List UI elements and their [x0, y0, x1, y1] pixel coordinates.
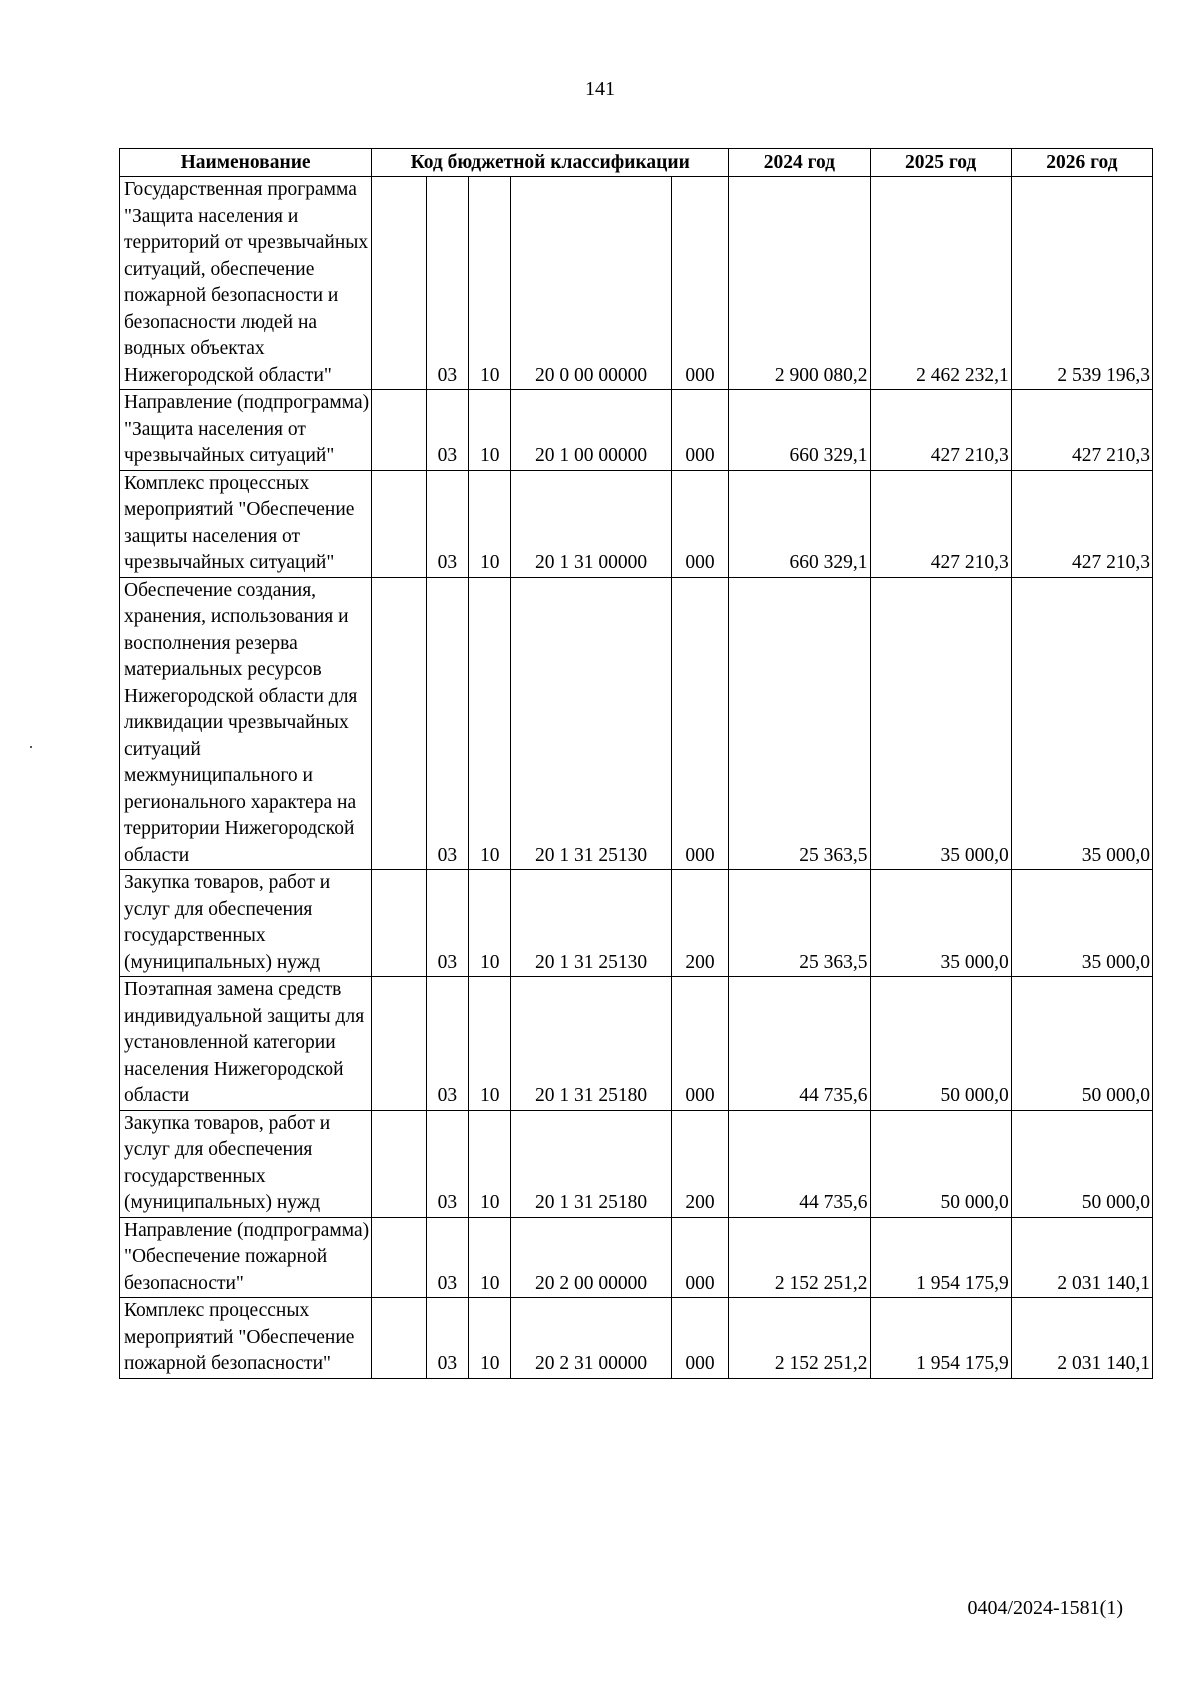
row-target-code: 20 1 31 25130	[511, 577, 671, 870]
row-expense-type: 000	[671, 577, 729, 870]
table-row	[120, 977, 1153, 1111]
row-name: Направление (подпрограмма) "Обеспечение пожарной безопасности"	[120, 1217, 372, 1298]
row-subsection: 10	[469, 1217, 511, 1298]
row-2025: 50 000,0	[870, 977, 1011, 1111]
row-name: Комплекс процессных мероприятий "Обеспечение защиты населения от чрезвычайных ситуаций"	[120, 470, 372, 577]
row-expense-type: 000	[671, 177, 729, 390]
page-number: 141	[585, 78, 615, 100]
row-2026: 427 210,3	[1011, 390, 1152, 471]
header-code: Код бюджетной классификации	[372, 149, 729, 177]
row-target-code: 20 1 31 25130	[511, 870, 671, 977]
row-subsection: 10	[469, 390, 511, 471]
row-2024: 44 735,6	[729, 977, 870, 1111]
row-2026: 50 000,0	[1011, 1110, 1152, 1217]
scan-speck	[30, 746, 32, 748]
row-2026: 35 000,0	[1011, 870, 1152, 977]
row-expense-type: 200	[671, 1110, 729, 1217]
table-row	[120, 1110, 1153, 1217]
header-name: Наименование	[120, 149, 372, 177]
row-target-code: 20 2 00 00000	[511, 1217, 671, 1298]
header-2026: 2026 год	[1011, 149, 1152, 177]
row-2024: 660 329,1	[729, 470, 870, 577]
row-empty-cell	[372, 870, 426, 977]
row-empty-cell	[372, 1298, 426, 1379]
row-subsection: 10	[469, 1298, 511, 1379]
row-subsection: 10	[469, 177, 511, 390]
row-2024: 25 363,5	[729, 870, 870, 977]
row-expense-type: 200	[671, 870, 729, 977]
row-2024: 44 735,6	[729, 1110, 870, 1217]
row-empty-cell	[372, 390, 426, 471]
row-expense-type: 000	[671, 977, 729, 1111]
row-empty-cell	[372, 1110, 426, 1217]
row-2025: 427 210,3	[870, 390, 1011, 471]
row-2025: 1 954 175,9	[870, 1217, 1011, 1298]
row-name: Государственная программа "Защита населения и территорий от чрезвычайных ситуаций, обеспечение пожарной безопасности и безопасности людей на водных объектах Нижегородской области"	[120, 177, 372, 390]
table-row	[120, 470, 1153, 577]
row-name: Закупка товаров, работ и услуг для обеспечения государственных (муниципальных) нужд	[120, 870, 372, 977]
table-row	[120, 870, 1153, 977]
row-name: Поэтапная замена средств индивидуальной защиты для установленной категории населения Нижегородской области	[120, 977, 372, 1111]
row-section: 03	[426, 1298, 468, 1379]
row-section: 03	[426, 470, 468, 577]
row-subsection: 10	[469, 1110, 511, 1217]
header-2025: 2025 год	[870, 149, 1011, 177]
row-section: 03	[426, 577, 468, 870]
document-id: 0404/2024-1581(1)	[967, 1597, 1123, 1619]
row-target-code: 20 1 31 00000	[511, 470, 671, 577]
row-name: Комплекс процессных мероприятий "Обеспечение пожарной безопасности"	[120, 1298, 372, 1379]
row-2025: 35 000,0	[870, 870, 1011, 977]
row-2026: 35 000,0	[1011, 577, 1152, 870]
row-expense-type: 000	[671, 390, 729, 471]
row-empty-cell	[372, 577, 426, 870]
budget-table	[119, 148, 1153, 1379]
row-empty-cell	[372, 1217, 426, 1298]
table-row	[120, 1298, 1153, 1379]
table-row	[120, 177, 1153, 390]
row-target-code: 20 2 31 00000	[511, 1298, 671, 1379]
row-section: 03	[426, 1217, 468, 1298]
row-target-code: 20 0 00 00000	[511, 177, 671, 390]
row-empty-cell	[372, 977, 426, 1111]
row-expense-type: 000	[671, 470, 729, 577]
row-2026: 50 000,0	[1011, 977, 1152, 1111]
row-name: Закупка товаров, работ и услуг для обеспечения государственных (муниципальных) нужд	[120, 1110, 372, 1217]
row-section: 03	[426, 977, 468, 1111]
table-row	[120, 390, 1153, 471]
row-subsection: 10	[469, 977, 511, 1111]
row-2024: 660 329,1	[729, 390, 870, 471]
row-name: Направление (подпрограмма) "Защита населения от чрезвычайных ситуаций"	[120, 390, 372, 471]
row-2024: 2 152 251,2	[729, 1298, 870, 1379]
row-2025: 2 462 232,1	[870, 177, 1011, 390]
row-2025: 1 954 175,9	[870, 1298, 1011, 1379]
row-subsection: 10	[469, 870, 511, 977]
row-2026: 2 539 196,3	[1011, 177, 1152, 390]
row-2024: 2 900 080,2	[729, 177, 870, 390]
row-section: 03	[426, 390, 468, 471]
row-2026: 2 031 140,1	[1011, 1298, 1152, 1379]
row-2024: 2 152 251,2	[729, 1217, 870, 1298]
row-2026: 427 210,3	[1011, 470, 1152, 577]
row-target-code: 20 1 31 25180	[511, 1110, 671, 1217]
row-subsection: 10	[469, 577, 511, 870]
row-subsection: 10	[469, 470, 511, 577]
row-section: 03	[426, 1110, 468, 1217]
row-2024: 25 363,5	[729, 577, 870, 870]
row-target-code: 20 1 00 00000	[511, 390, 671, 471]
row-2025: 427 210,3	[870, 470, 1011, 577]
row-expense-type: 000	[671, 1298, 729, 1379]
row-empty-cell	[372, 177, 426, 390]
table-header-row	[120, 149, 1153, 177]
row-2026: 2 031 140,1	[1011, 1217, 1152, 1298]
row-2025: 50 000,0	[870, 1110, 1011, 1217]
row-empty-cell	[372, 470, 426, 577]
row-name: Обеспечение создания, хранения, использования и восполнения резерва материальных ресурсов Нижегородской области для ликвидации чрезвычайных ситуаций межмуниципального и регионального характера на территории Нижегородской области	[120, 577, 372, 870]
row-expense-type: 000	[671, 1217, 729, 1298]
table-row	[120, 577, 1153, 870]
row-2025: 35 000,0	[870, 577, 1011, 870]
row-target-code: 20 1 31 25180	[511, 977, 671, 1111]
row-section: 03	[426, 177, 468, 390]
header-2024: 2024 год	[729, 149, 870, 177]
table-row	[120, 1217, 1153, 1298]
row-section: 03	[426, 870, 468, 977]
